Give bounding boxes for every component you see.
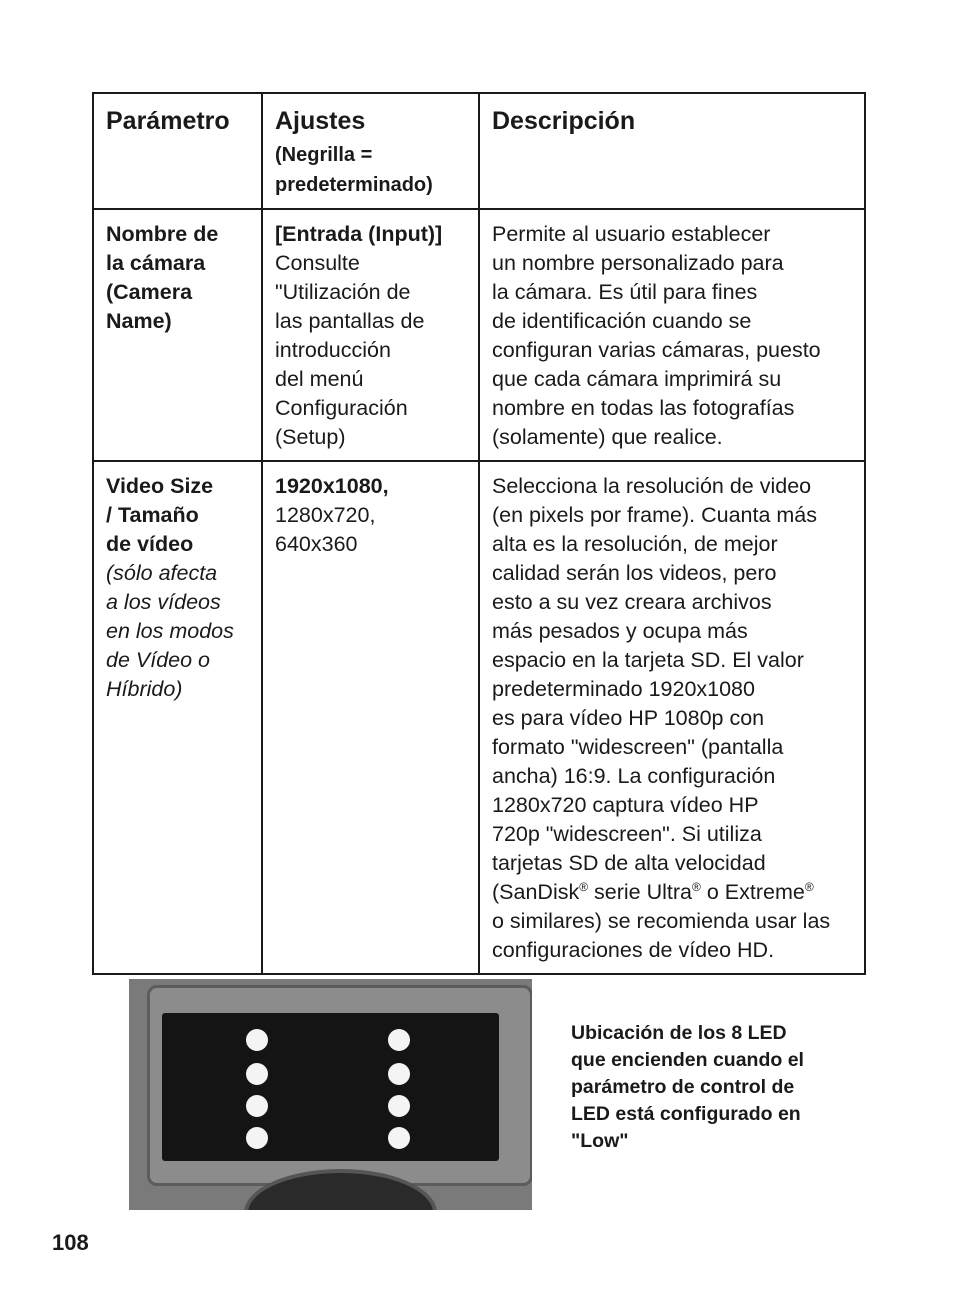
led-dot: [388, 1029, 410, 1051]
cell-description: Selecciona la resolución de video (en pixels por frame). Cuanta más alta es la resolución, de mejor calidad serán los videos, pero esto a su vez creara archivos más pesados y ocupa más espacio en la tarjeta SD. El valor predeterminado 1920x1080 es para vídeo HP 1080p con formato "widescreen" (pantalla ancha) 16:9. La configuración 1280x720 captura vídeo HP 720p "widescreen". Si utiliza tarjetas SD de alta velocidad (SanDisk® serie Ultra® o Extreme® o similares) se recomienda usar las configuraciones de vídeo HD.: [479, 461, 865, 974]
header-description: Descripción: [479, 93, 865, 209]
camera-led-photo: [129, 979, 532, 1210]
cell-param: Nombre de la cámara (Camera Name): [93, 209, 262, 461]
table-header-row: [93, 93, 865, 209]
led-dot: [246, 1127, 268, 1149]
led-dot: [388, 1127, 410, 1149]
led-dot: [246, 1029, 268, 1051]
settings-table: [92, 92, 866, 975]
page-number: 108: [52, 1230, 89, 1255]
led-dot: [388, 1095, 410, 1117]
header-settings: Ajustes (Negrilla = predeterminado): [262, 93, 479, 209]
led-dot: [246, 1095, 268, 1117]
cell-settings: 1920x1080, 1280x720, 640x360: [262, 461, 479, 974]
cell-settings: [Entrada (Input)] Consulte "Utilización de las pantallas de introducción del menú Configuración (Setup): [262, 209, 479, 461]
led-dot: [388, 1063, 410, 1085]
table-row: [93, 461, 865, 974]
led-dot: [246, 1063, 268, 1085]
cell-param: Video Size / Tamaño de vídeo (sólo afecta a los vídeos en los modos de Vídeo o Híbrido): [93, 461, 262, 974]
photo-caption: Ubicación de los 8 LED que encienden cuando el parámetro de control de LED está configurado en "Low": [571, 1022, 804, 1152]
table-row: [93, 209, 865, 461]
header-param: Parámetro: [93, 93, 262, 209]
led-panel: [162, 1013, 499, 1161]
cell-description: Permite al usuario establecer un nombre personalizado para la cámara. Es útil para fines de identificación cuando se configuran varias cámaras, puesto que cada cámara imprimirá su nombre en todas las fotografías (solamente) que realice.: [479, 209, 865, 461]
trademark-line: (SanDisk® serie Ultra® o Extreme®: [492, 879, 814, 904]
